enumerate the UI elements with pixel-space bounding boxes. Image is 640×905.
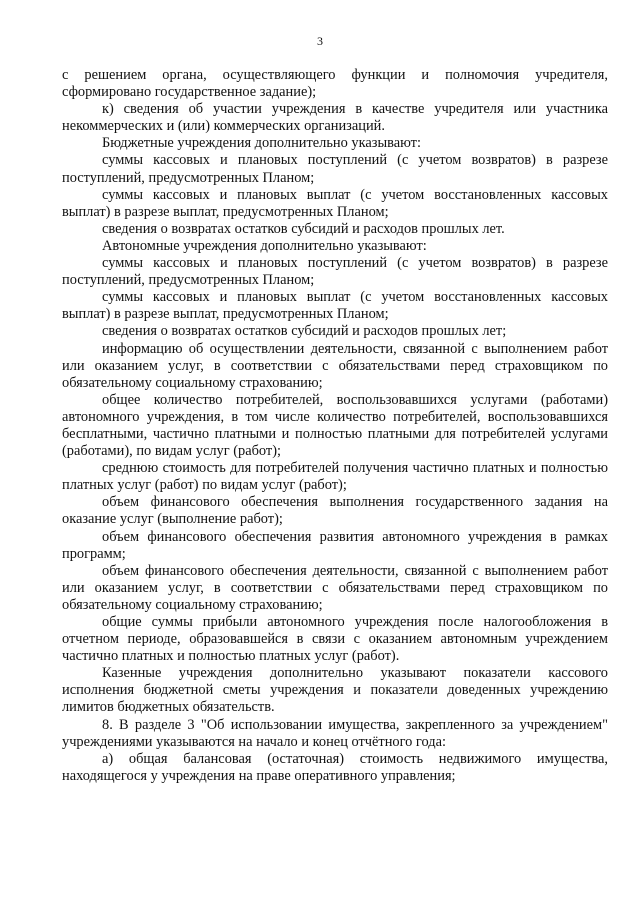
paragraph: сведения о возвратах остатков субсидий и расходов прошлых лет; <box>102 323 507 340</box>
paragraph: с решением органа, осуществляющего функции и полномочия учредителя, сформировано государственное задание); <box>62 67 608 101</box>
paragraph: Бюджетные учреждения дополнительно указывают: <box>102 135 421 152</box>
paragraph: суммы кассовых и плановых выплат (с учетом восстановленных кассовых выплат) в разрезе выплат, предусмотренных Планом; <box>62 186 608 220</box>
paragraph: объем финансового обеспечения развития автономного учреждения в рамках программ; <box>62 528 608 562</box>
paragraph: а) общая балансовая (остаточная) стоимость недвижимого имущества, находящегося у учреждения на праве оперативного управления; <box>62 750 608 784</box>
paragraph: Автономные учреждения дополнительно указывают: <box>102 237 427 254</box>
paragraph: сведения о возвратах остатков субсидий и расходов прошлых лет. <box>102 220 505 237</box>
paragraph: суммы кассовых и плановых выплат (с учетом восстановленных кассовых выплат) в разрезе выплат, предусмотренных Планом; <box>62 289 608 323</box>
paragraph: 8. В разделе 3 "Об использовании имущества, закрепленного за учреждением" учреждениями указываются на начало и конец отчётного года: <box>62 716 608 750</box>
page-number: 3 <box>317 34 323 48</box>
document-body <box>62 67 608 785</box>
paragraph: Казенные учреждения дополнительно указывают показатели кассового исполнения бюджетной сметы учреждения и показатели доведенных учреждению лимитов бюджетных обязательств. <box>62 665 608 716</box>
paragraph: суммы кассовых и плановых поступлений (с учетом возвратов) в разрезе поступлений, предусмотренных Планом; <box>62 255 608 289</box>
paragraph: объем финансового обеспечения выполнения государственного задания на оказание услуг (выполнение работ); <box>62 494 608 528</box>
paragraph: среднюю стоимость для потребителей получения частично платных и полностью платных услуг (работ) по видам услуг (работ); <box>62 460 608 494</box>
paragraph: к) сведения об участии учреждения в качестве учредителя или участника некоммерческих и (или) коммерческих организаций. <box>62 101 608 135</box>
paragraph: общее количество потребителей, воспользовавшихся услугами (работами) автономного учреждения, в том числе количество потребителей, воспользовавшихся бесплатными, частично платными и полностью платными для потребителей услугами (работами), по видам услуг (работ); <box>62 391 608 460</box>
paragraph: общие суммы прибыли автономного учреждения после налогообложения в отчетном периоде, образовавшейся в связи с оказанием автономным учреждением частично платных и полностью платных услуг (работ). <box>62 614 608 665</box>
paragraph: информацию об осуществлении деятельности, связанной с выполнением работ или оказанием услуг, в соответствии с обязательствами перед страховщиком по обязательному социальному страхованию; <box>62 340 608 391</box>
paragraph: объем финансового обеспечения деятельности, связанной с выполнением работ или оказанием услуг, в соответствии с обязательствами перед страховщиком по обязательному социальному страхованию; <box>62 562 608 613</box>
paragraph: суммы кассовых и плановых поступлений (с учетом возвратов) в разрезе поступлений, предусмотренных Планом; <box>62 152 608 186</box>
